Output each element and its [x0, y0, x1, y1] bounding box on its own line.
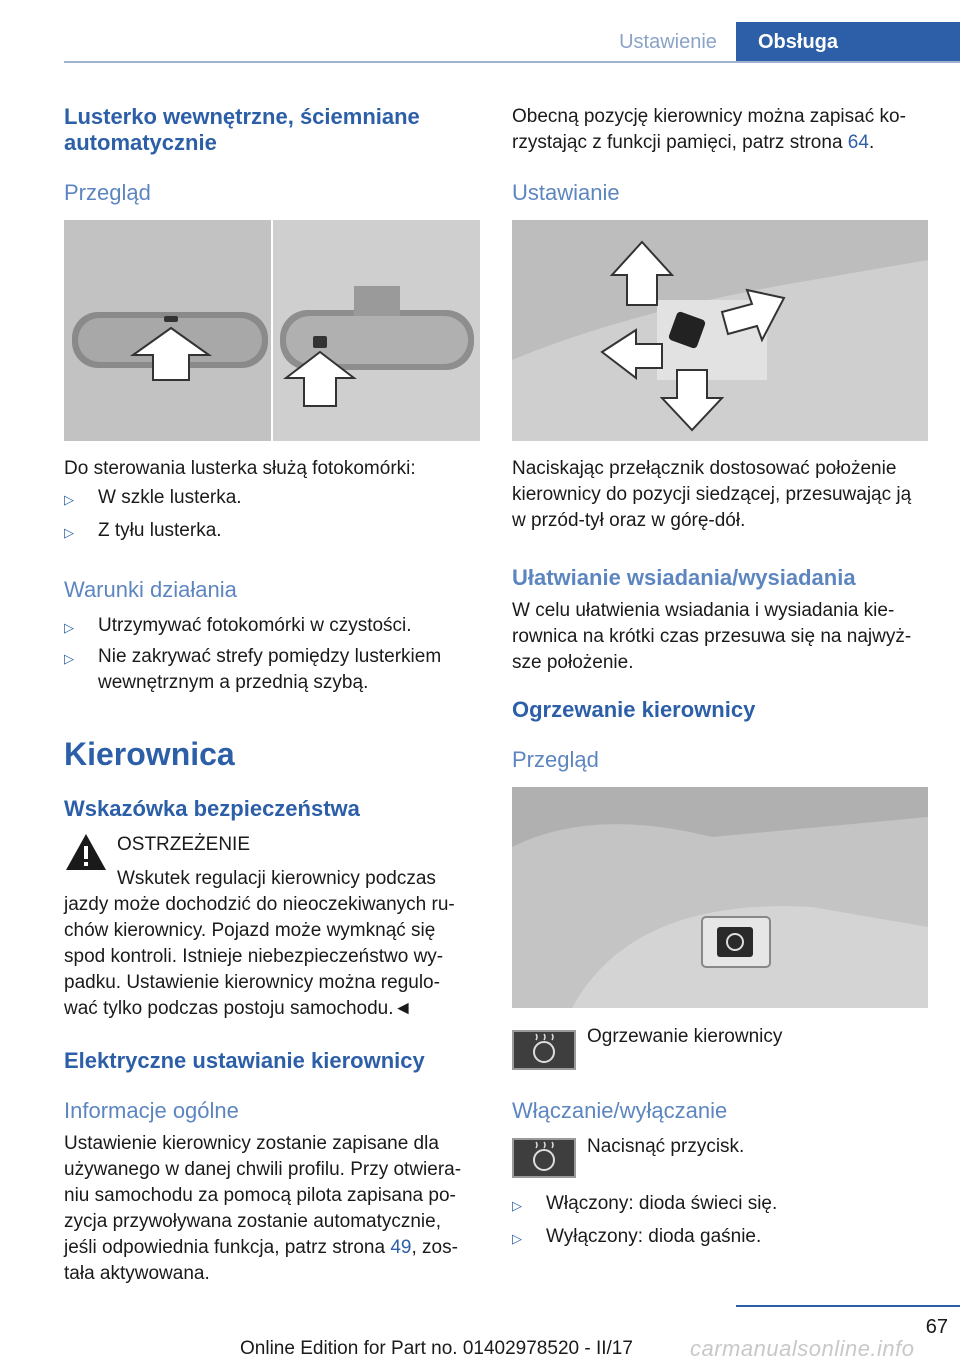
adjust-line: kierownicy do pozycji siedzącej, przesuwając ją — [512, 484, 912, 505]
conditions-heading: Warunki działania — [64, 577, 237, 602]
page-number: 67 — [925, 1316, 948, 1338]
general-line: Ustawienie kierownicy zostanie zapisane dla — [64, 1133, 439, 1154]
warning-line: Wskutek regulacji kierownicy podczas — [117, 868, 436, 889]
heating-icon-label: Ogrzewanie kierownicy — [587, 1026, 783, 1047]
adjust-line: Naciskając przełącznik dostosować położenie — [512, 458, 897, 479]
triangle-bullet-icon: ▷ — [64, 525, 74, 540]
easy-line: sze położenie. — [512, 652, 634, 673]
list-item: ▷ Z tyłu lusterka. — [64, 518, 480, 544]
heating-heading: Ogrzewanie kierownicy — [512, 697, 756, 722]
page-link-49[interactable]: 49 — [390, 1237, 412, 1258]
general-line: tała aktywowana. — [64, 1263, 210, 1284]
section-title-mirror: Lusterko wewnętrzne, ściemniane automatycznie — [64, 104, 420, 155]
triangle-bullet-icon: ▷ — [64, 620, 74, 635]
electric-heading: Elektryczne ustawianie kierownicy — [64, 1048, 425, 1073]
triangle-bullet-icon: ▷ — [512, 1198, 522, 1213]
onoff-heading: Włączanie/wyłączanie — [512, 1098, 728, 1123]
mirror-photo — [64, 220, 480, 441]
list-item: ▷ W szkle lusterka. — [64, 485, 480, 511]
steering-adjust-photo — [512, 220, 928, 441]
easy-entry-heading: Ułatwianie wsiadania/wysiadania — [512, 565, 856, 590]
tab-ustawienie[interactable]: Ustawienie — [619, 31, 717, 53]
adjust-line: w przód-tył oraz w górę-dół. — [512, 510, 746, 531]
tab-obsluga[interactable]: Obsługa — [736, 22, 960, 62]
steering-heading: Kierownica — [64, 736, 235, 772]
general-line: używanego w danej chwili profilu. Przy otwiera- — [64, 1159, 462, 1180]
triangle-bullet-icon: ▷ — [64, 651, 74, 666]
triangle-bullet-icon: ▷ — [512, 1231, 522, 1246]
watermark: carmanualsonline.info — [690, 1336, 915, 1361]
memory-line: Obecną pozycję kierownicy można zapisać ko- — [512, 106, 906, 127]
steering-heat-icon — [512, 1030, 576, 1070]
press-button-text: Nacisnąć przycisk. — [587, 1136, 745, 1157]
edition-footer: Online Edition for Part no. 01402978520 - II/17 — [240, 1338, 633, 1359]
heating-overview-heading: Przegląd — [512, 747, 599, 772]
safety-heading: Wskazówka bezpieczeństwa — [64, 796, 360, 821]
steering-heat-button-icon — [512, 1138, 576, 1178]
general-line: niu samochodu za pomocą pilota zapisana po- — [64, 1185, 456, 1206]
warning-title: OSTRZEŻENIE — [117, 834, 251, 855]
footer-divider — [736, 1305, 960, 1307]
warning-icon — [64, 832, 108, 872]
list-item: ▷ Wyłączony: dioda gaśnie. — [512, 1224, 928, 1250]
easy-line: W celu ułatwienia wsiadania i wysiadania kie- — [512, 600, 895, 621]
header-divider — [64, 61, 960, 63]
list-item: ▷ Utrzymywać fotokomórki w czystości. — [64, 613, 480, 639]
adjust-heading: Ustawianie — [512, 180, 620, 205]
general-line: zycja przywoływana zostanie automatycznie, — [64, 1211, 442, 1232]
warning-line: padku. Ustawienie kierownicy można regulo- — [64, 972, 440, 993]
heating-photo — [512, 787, 928, 1008]
list-item: ▷ Włączony: dioda świeci się. — [512, 1191, 928, 1217]
general-heading: Informacje ogólne — [64, 1098, 239, 1123]
general-line: jeśli odpowiednia funkcja, patrz strona 49, zos- — [64, 1237, 458, 1258]
warning-line: spod kontroli. Istnieje niebezpieczeństwo wy- — [64, 946, 444, 967]
easy-line: rownica na krótki czas przesuwa się na najwyż- — [512, 626, 912, 647]
warning-line: wać tylko podczas postoju samochodu.◄ — [64, 998, 413, 1019]
warning-line: chów kierownicy. Pojazd może wymknąć się — [64, 920, 436, 941]
triangle-bullet-icon: ▷ — [64, 492, 74, 507]
list-item: ▷ Nie zakrywać strefy pomiędzy lusterkiem wewnętrznym a przednią szybą. — [64, 646, 442, 693]
overview-heading: Przegląd — [64, 180, 151, 205]
photocell-text: Do sterowania lusterka służą fotokomórki: — [64, 458, 416, 479]
warning-line: jazdy może dochodzić do nieoczekiwanych ru- — [64, 894, 455, 915]
page-link-64[interactable]: 64 — [847, 132, 869, 153]
memory-line: rzystając z funkcji pamięci, patrz strona 64. — [512, 132, 875, 153]
